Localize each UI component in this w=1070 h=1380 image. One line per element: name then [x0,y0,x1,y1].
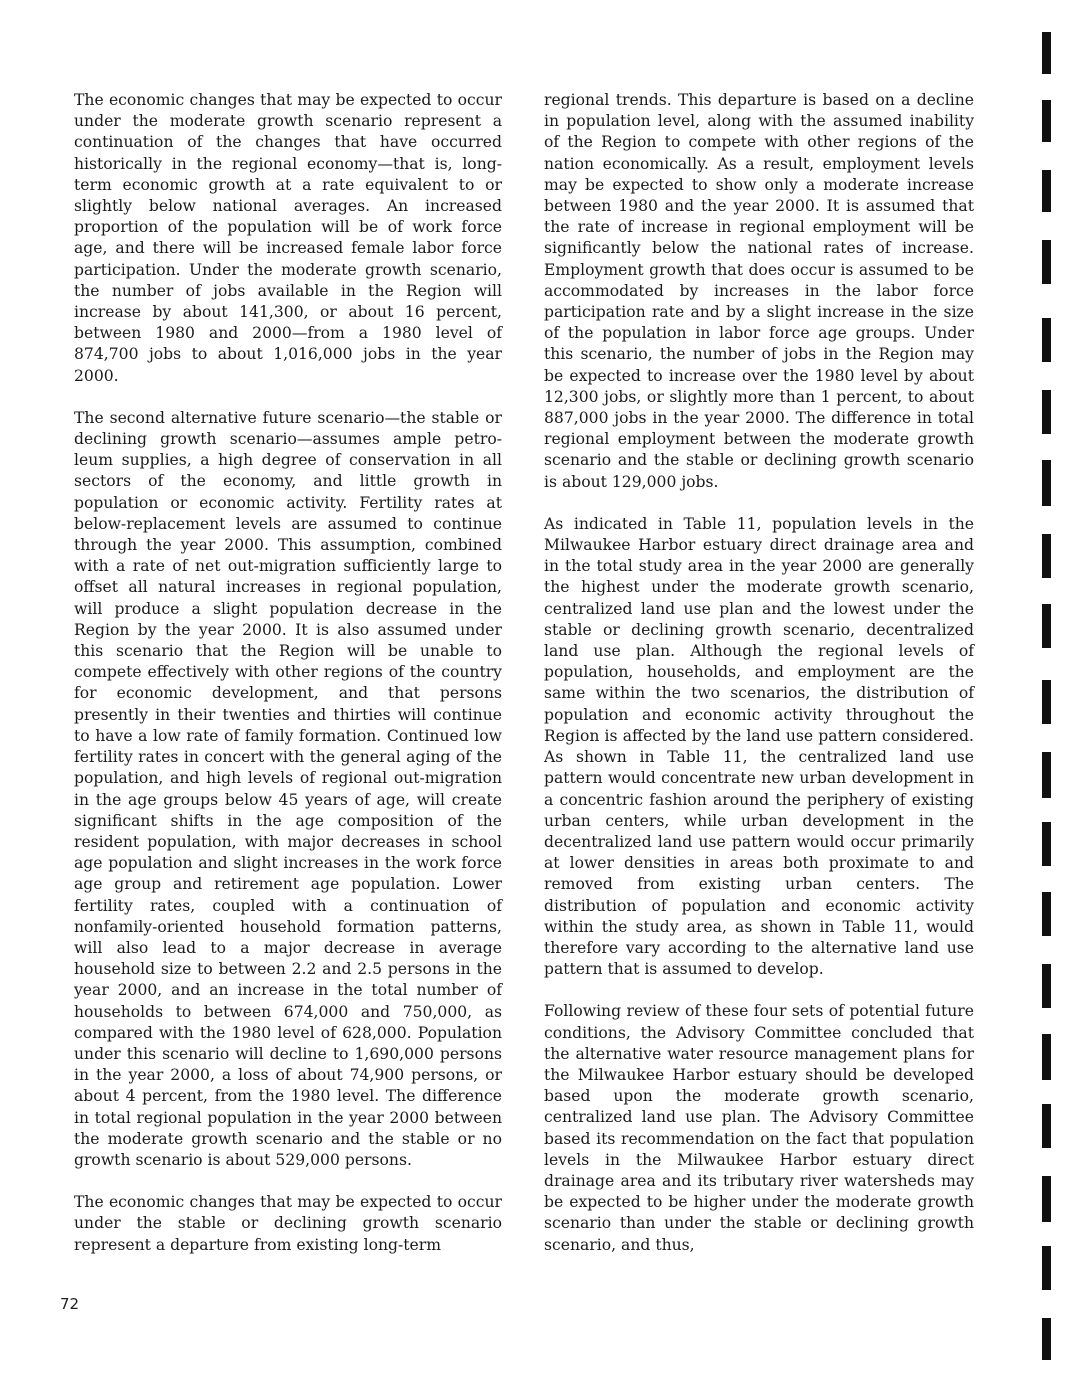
binding-mark [1042,390,1051,434]
paragraph: The economic changes that may be expected to occur under the moderate growth scenario represent a continuation of the changes that have occurred historically in the regional economy—that is, long-term economic growth at a rate equivalent to or slightly below national averages. An increased proportion of the population will be of work force age, and there will be increased female labor force participation. Under the moderate growth scenario, the number of jobs available in the Region will increase by about 141,300, or about 16 percent, between 1980 and 2000—from a 1980 level of 874,700 jobs to about 1,016,000 jobs in the year 2000. [74,91,502,385]
paragraph: As indicated in Table 11, population levels in the Milwaukee Harbor estuary direct drainage area and in the total study area in the year 2000 are generally the highest under the moderate growth scenario, centralized land use plan and the lowest under the stable or declining growth scenario, decentralized land use plan. Although the regional levels of population, households, and employment are the same within the two scenarios, the distribution of population and economic activity throughout the Region is affected by the land use pattern considered. As shown in Table 11, the centralized land use pattern would concentrate new urban development in a concentric fashion around the periphery of existing urban centers, while urban development in the decentralized land use pattern would occur primarily at lower densities in areas both proximate to and removed from existing urban centers. The distribution of population and economic activity within the study area, as shown in Table 11, would therefore vary according to the alternative land use pattern that is assumed to develop. [544,514,974,979]
paragraph: Following review of these four sets of potential future conditions, the Advisory Committee concluded that the alternative water resource management plans for the Milwaukee Harbor estuary should be developed based upon the moderate growth scenario, centralized land use plan. The Advisory Committee based its recommendation on the fact that population levels in the Milwaukee Harbor estuary direct drainage area and its tributary river watersheds may be expected to be higher under the moderate growth scenario than under the stable or declining growth scenario, and thus, [544,1002,974,1254]
left-column [74,90,502,1277]
binding-mark [1042,1176,1051,1222]
page-number: 72 [60,1295,80,1313]
binding-mark [1042,240,1051,284]
binding-mark [1042,100,1051,142]
binding-marks [1036,0,1056,1380]
paragraph: The economic changes that may be expected to occur under the stable or declining growth scenario represent a departure from existing long-term [74,1193,502,1254]
binding-mark [1042,1034,1051,1080]
paragraph: regional trends. This departure is based on a decline in population level, along with the assumed inability of the Region to compete with other regions of the nation economically. As a result, employment levels may be expected to show only a moderate increase between 1980 and the year 2000. It is assumed that the rate of increase in regional employment will be significantly below the national rates of increase. Employment growth that does occur is assumed to be accommodated by increases in the labor force participation rate and by a slight increase in the size of the population in labor force age groups. Under this scenario, the number of jobs in the Region may be expected to increase over the 1980 level by about 12,300 jobs, or slightly more than 1 percent, to about 887,000 jobs in the year 2000. The difference in total regional employment between the moderate growth scenario and the stable or declining growth scenario is about 129,000 jobs. [544,91,974,491]
binding-mark [1042,822,1051,866]
binding-mark [1042,892,1051,936]
binding-mark [1042,1246,1051,1290]
binding-mark [1042,534,1051,578]
binding-mark [1042,32,1051,74]
binding-mark [1042,170,1051,212]
binding-mark [1042,680,1051,724]
paragraph: The second alternative future scenario—the stable or declining growth scenario—assumes ample petroleum supplies, a high degree of conservation in all sectors of the economy, and little growth in population or economic activity. Fertility rates at below-replacement levels are assumed to continue through the year 2000. This assumption, combined with a rate of net out-migration sufficiently large to offset all natural increases in regional population, will produce a slight population decrease in the Region by the year 2000. It is also assumed under this scenario that the Region will be unable to compete effectively with other regions of the country for economic development, and that persons presently in their twenties and thirties will continue to have a low rate of family formation. Continued low fertility rates in concert with the general aging of the population, and high levels of regional out-migration in the age groups below 45 years of age, will create significant shifts in the age composition of the resident population, with major decreases in school age population and slight increases in the work force age group and retirement age population. Lower fertility rates, coupled with a continuation of nonfamily-oriented household formation patterns, will also lead to a major decrease in average household size to between 2.2 and 2.5 persons in the year 2000, and an increase in the total number of households to between 674,000 and 750,000, as compared with the 1980 level of 628,000. Population under this scenario will decline to 1,690,000 persons in the year 2000, a loss of about 74,900 persons, or about 4 percent, from the 1980 level. The difference in total regional population in the year 2000 between the moderate growth scenario and the stable or no growth scenario is about 529,000 persons. [74,408,502,1169]
binding-mark [1042,460,1051,506]
binding-mark [1042,964,1051,1008]
binding-mark [1042,1318,1051,1360]
binding-mark [1042,318,1051,362]
binding-mark [1042,752,1051,798]
binding-mark [1042,1104,1051,1148]
right-column [544,90,974,1277]
binding-mark [1042,604,1051,648]
